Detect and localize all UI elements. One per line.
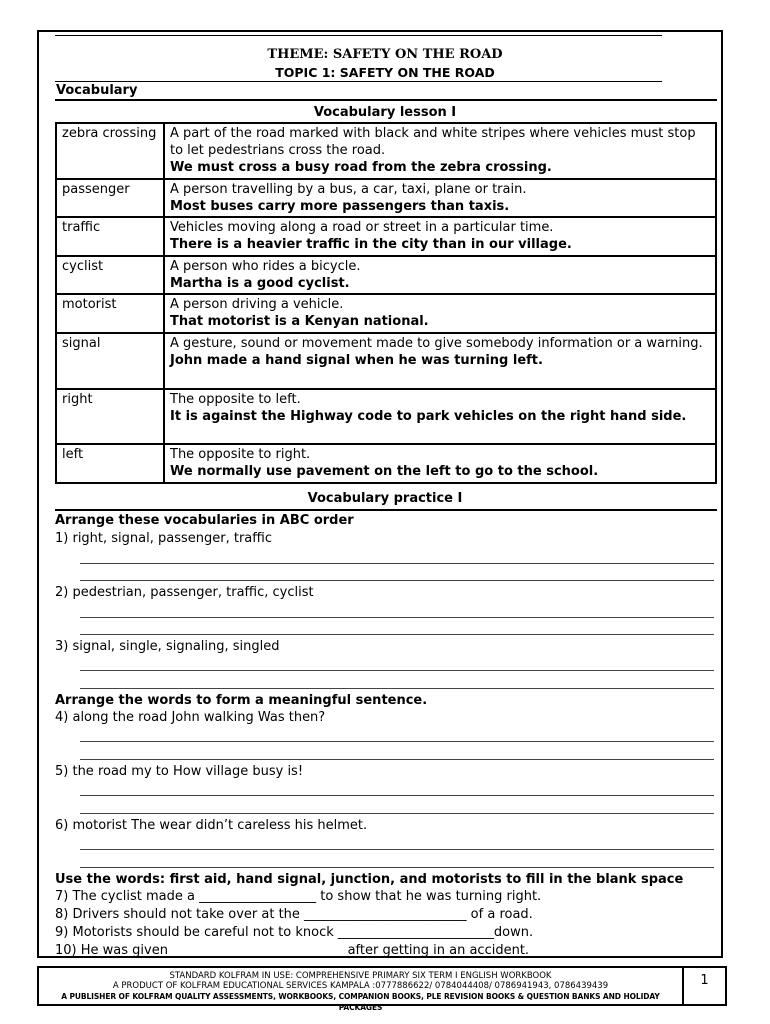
- vocab-word: motorist: [56, 294, 164, 333]
- question-4: 4) along the road John walking Was then?: [55, 710, 326, 725]
- table-row: [56, 333, 716, 389]
- vocab-word: traffic: [56, 217, 164, 256]
- footer: [37, 966, 684, 1012]
- answer-line[interactable]: [80, 688, 714, 689]
- vocab-word: left: [56, 444, 164, 483]
- top-divider: [55, 35, 662, 36]
- vocab-example: That motorist is a Kenyan national.: [170, 314, 429, 329]
- topic-divider: [55, 81, 662, 82]
- answer-line[interactable]: [80, 741, 714, 742]
- table-row: [56, 389, 716, 444]
- instruction-abc-order: Arrange these vocabularies in ABC order: [55, 513, 354, 528]
- vocab-example: Martha is a good cyclist.: [170, 276, 350, 291]
- table-row: [56, 123, 716, 179]
- vocab-definition: Vehicles moving along a road or street in a particular time.: [170, 220, 554, 235]
- vocab-word: signal: [56, 333, 164, 389]
- vocab-definition: A person driving a vehicle.: [170, 297, 344, 312]
- vocab-definition-cell: [164, 389, 716, 444]
- question-10: 10) He was given ___________________________after getting in an accident.: [55, 943, 530, 958]
- question-5: 5) the road my to How village busy is!: [55, 764, 304, 779]
- question-8: 8) Drivers should not take over at the _________________________ of a road.: [55, 907, 533, 922]
- vocab-definition-cell: [164, 444, 716, 483]
- vocab-word: passenger: [56, 179, 164, 217]
- answer-line[interactable]: [80, 563, 714, 564]
- vocab-example: There is a heavier traffic in the city than in our village.: [170, 237, 572, 252]
- instruction-fill-blank: Use the words: first aid, hand signal, junction, and motorists to fill in the blank space: [55, 872, 684, 887]
- table-row: [56, 217, 716, 256]
- vocab-definition: The opposite to right.: [170, 447, 311, 462]
- vocab-example: We normally use pavement on the left to go to the school.: [170, 464, 599, 479]
- vocab-definition: The opposite to left.: [170, 392, 301, 407]
- vocab-word: zebra crossing: [56, 123, 164, 179]
- question-3: 3) signal, single, signaling, singled: [55, 639, 280, 654]
- instruction-sentence: Arrange the words to form a meaningful sentence.: [55, 693, 428, 708]
- answer-line[interactable]: [80, 813, 714, 814]
- vocab-example: It is against the Highway code to park vehicles on the right hand side.: [170, 409, 687, 424]
- vocab-definition: A person travelling by a bus, a car, taxi, plane or train.: [170, 182, 527, 197]
- question-1: 1) right, signal, passenger, traffic: [55, 531, 272, 546]
- vocabulary-table: [55, 122, 717, 484]
- vocab-definition-cell: [164, 294, 716, 333]
- vocab-word: right: [56, 389, 164, 444]
- question-2: 2) pedestrian, passenger, traffic, cyclist: [55, 585, 314, 600]
- vocab-example: We must cross a busy road from the zebra crossing.: [170, 160, 552, 175]
- table-row: [56, 294, 716, 333]
- vocab-definition-cell: [164, 123, 716, 179]
- question-6: 6) motorist The wear didn’t careless his helmet.: [55, 818, 368, 833]
- table-row: [56, 444, 716, 483]
- answer-line[interactable]: [80, 849, 714, 850]
- answer-line[interactable]: [80, 759, 714, 760]
- section-divider: [55, 99, 717, 101]
- practice-title: Vocabulary practice I: [307, 491, 463, 506]
- footer-line-3: A PUBLISHER OF KOLFRAM QUALITY ASSESSMENTS, WORKBOOKS, COMPANION BOOKS, PLE REVISION BOOKS & QUESTION BANKS AND HOLIDAY PACKAGES: [61, 992, 660, 1012]
- vocab-definition-cell: [164, 256, 716, 294]
- question-9: 9) Motorists should be careful not to knock ________________________down.: [55, 925, 534, 940]
- vocab-definition-cell: [164, 179, 716, 217]
- vocab-definition-cell: [164, 217, 716, 256]
- answer-line[interactable]: [80, 670, 714, 671]
- answer-line[interactable]: [80, 795, 714, 796]
- vocab-definition: A part of the road marked with black and white stripes where vehicles must stop to let pedestrians cross the road.: [170, 126, 696, 158]
- table-row: [56, 179, 716, 217]
- footer-line-2: A PRODUCT OF KOLFRAM EDUCATIONAL SERVICES KAMPALA :0777886622/ 0784044408/ 0786941943, 0786439439: [112, 981, 609, 991]
- vocab-example: Most buses carry more passengers than taxis.: [170, 199, 510, 214]
- topic-heading: TOPIC 1: SAFETY ON THE ROAD: [275, 65, 495, 80]
- answer-line[interactable]: [80, 617, 714, 618]
- answer-line[interactable]: [80, 580, 714, 581]
- answer-line[interactable]: [80, 634, 714, 635]
- theme-heading: THEME: SAFETY ON THE ROAD: [267, 47, 503, 62]
- vocab-definition: A person who rides a bicycle.: [170, 259, 361, 274]
- vocab-word: cyclist: [56, 256, 164, 294]
- section-heading: Vocabulary: [56, 83, 138, 98]
- answer-line[interactable]: [80, 867, 714, 868]
- question-7: 7) The cyclist made a __________________ to show that he was turning right.: [55, 889, 542, 904]
- lesson-title: Vocabulary lesson I: [313, 105, 457, 120]
- vocab-definition-cell: [164, 333, 716, 389]
- footer-line-1: STANDARD KOLFRAM IN USE: COMPREHENSIVE PRIMARY SIX TERM I ENGLISH WORKBOOK: [169, 971, 552, 981]
- vocab-definition: A gesture, sound or movement made to give somebody information or a warning.: [170, 336, 703, 351]
- table-row: [56, 256, 716, 294]
- practice-divider: [55, 509, 717, 511]
- page-number: 1: [684, 966, 727, 1006]
- vocab-example: John made a hand signal when he was turning left.: [170, 353, 543, 368]
